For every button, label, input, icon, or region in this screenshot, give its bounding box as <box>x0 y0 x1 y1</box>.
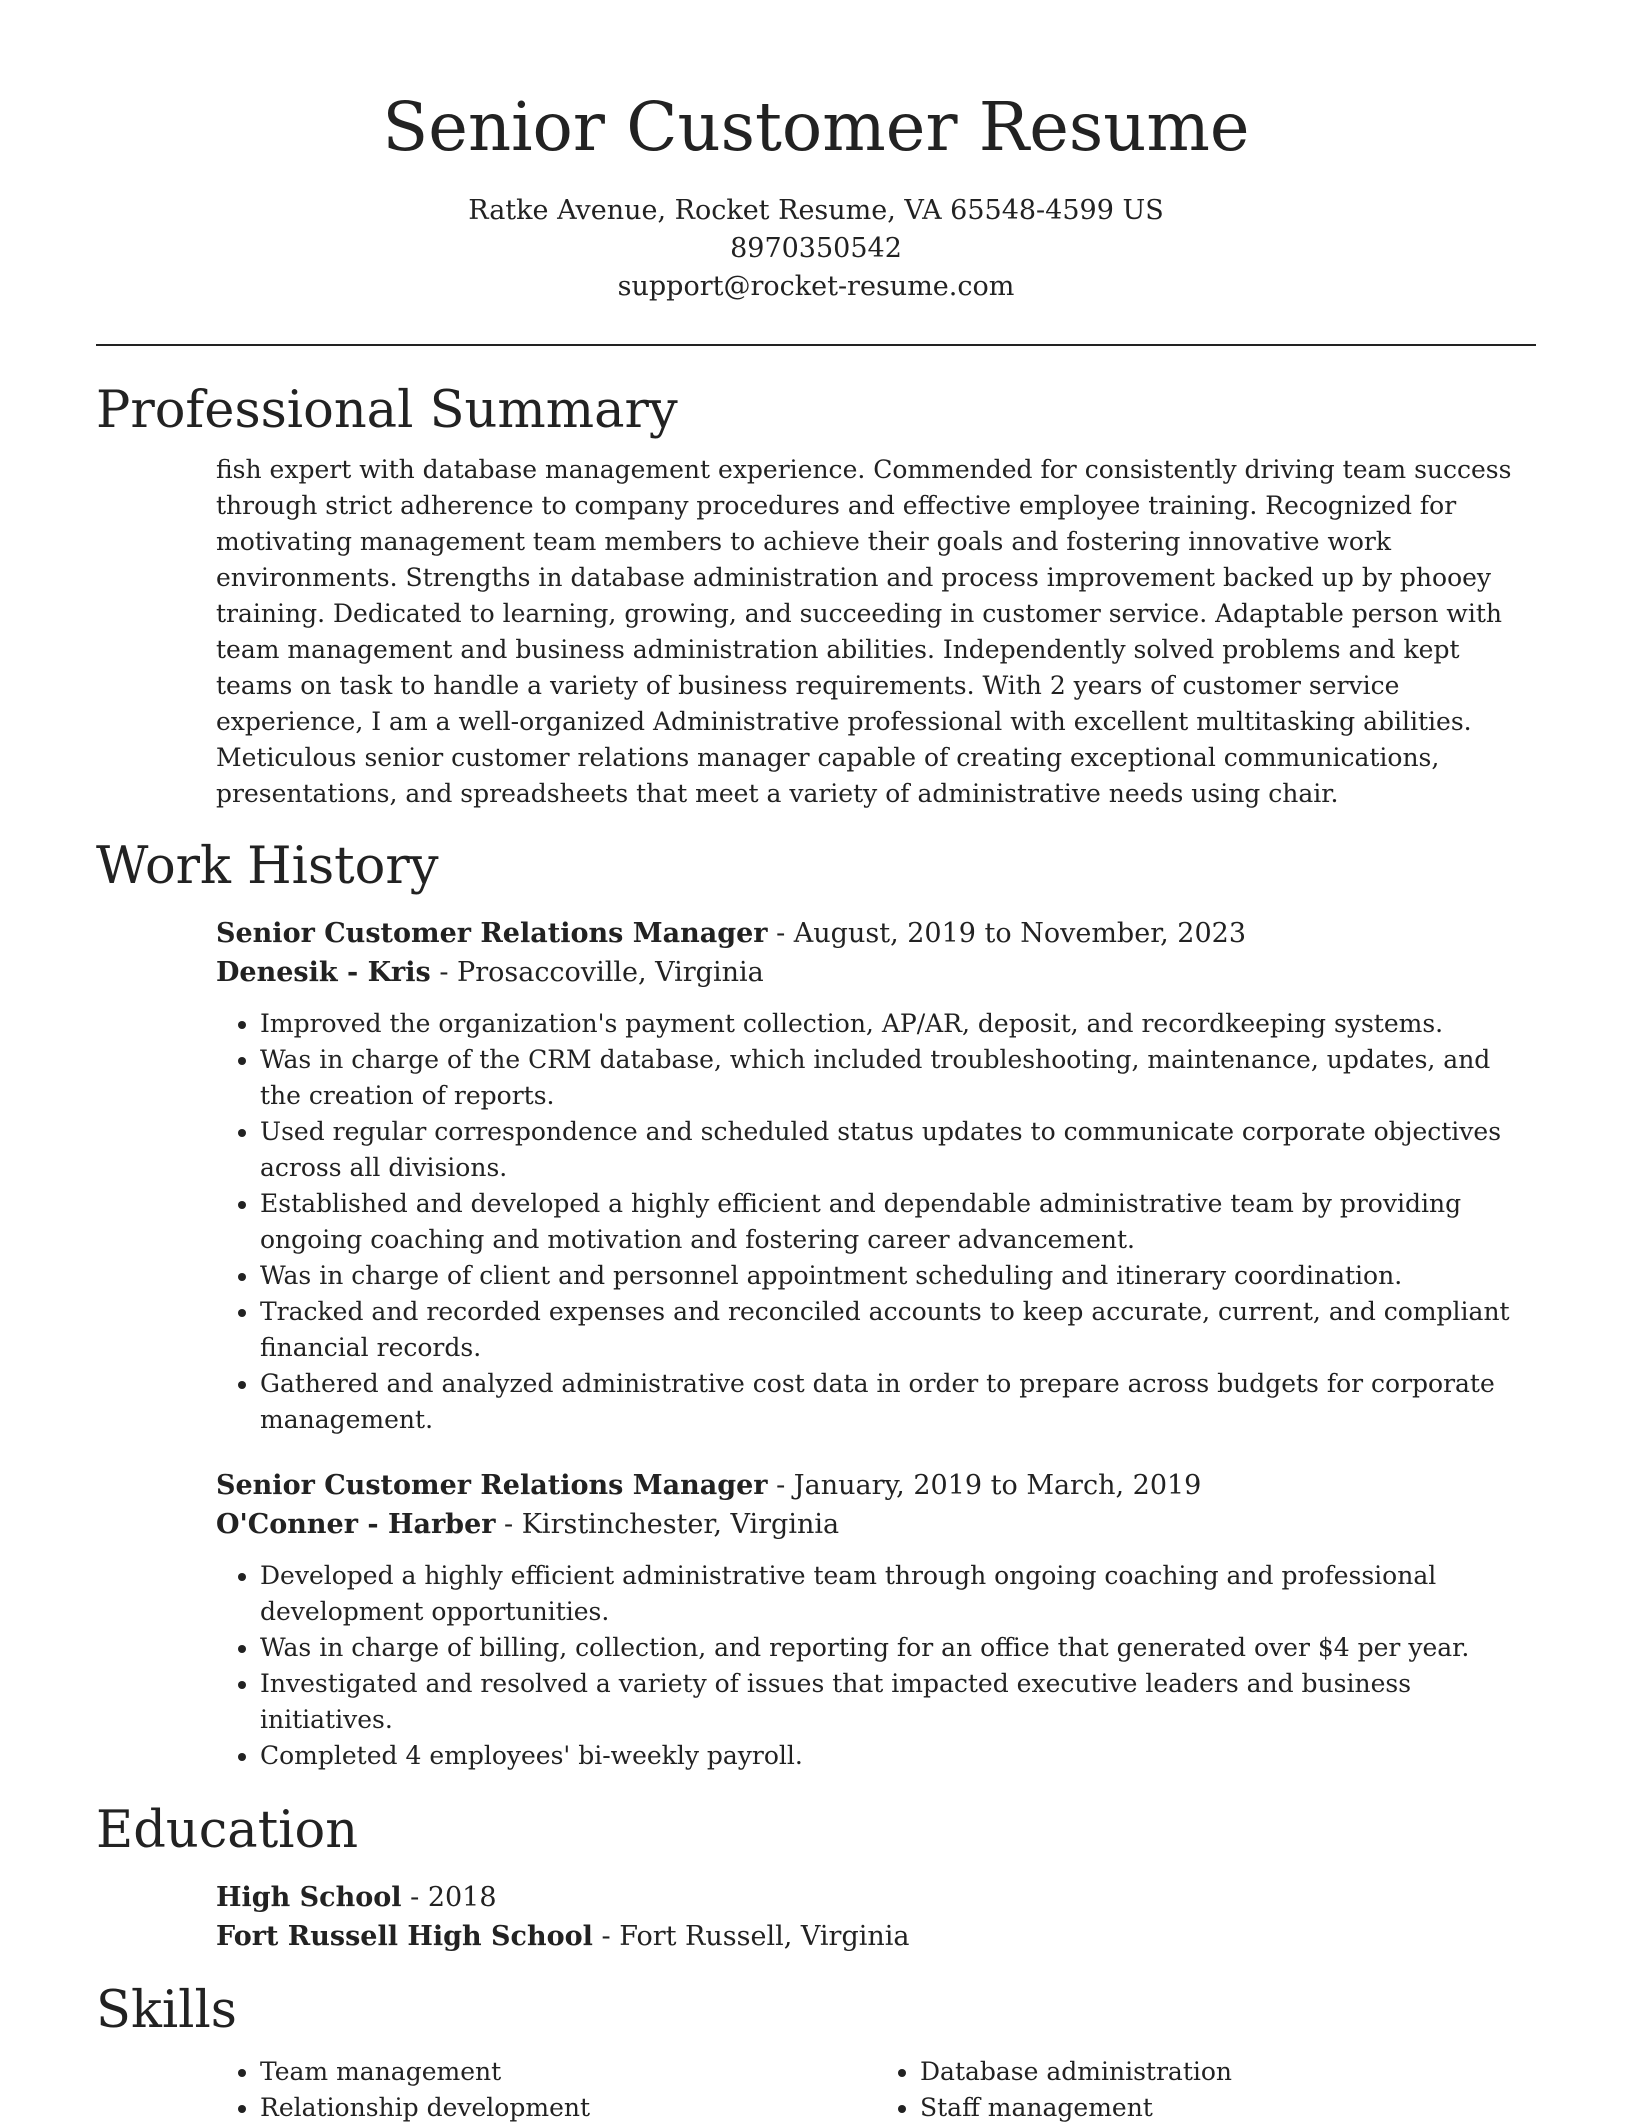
summary-text: fish expert with database management experience. Commended for consistently driving team success through strict adherence to company procedures and effective employee training. Recognized for motivating management team members to achieve their goals and fostering innovative work environments. Strengths in database administration and process improvement backed up by phooey training. Dedicated to learning, growing, and succeeding in customer service. Adaptable person with team management and business administration abilities. Independently solved problems and kept teams on task to handle a variety of business requirements. With 2 years of customer service experience, I am a well-organized Administrative professional with excellent multitasking abilities. Meticulous senior customer relations manager capable of creating exceptional communications, presentations, and spreadsheets that meet a variety of administrative needs using chair. <box>216 455 1512 808</box>
professional-summary-section <box>96 378 1536 812</box>
skill-item: • Database administration <box>920 2054 1536 2090</box>
section-title-work: Work History <box>96 837 439 896</box>
job-position: Senior Customer Relations Manager <box>216 1470 768 1501</box>
job-dates: January, 2019 to March, 2019 <box>793 1470 1202 1501</box>
job-location: Kirstinchester, Virginia <box>521 1509 840 1540</box>
education-degree-line <box>216 1878 1536 1917</box>
education-section <box>96 1798 1536 1956</box>
job-bullet: • Was in charge of the CRM database, which included troubleshooting, maintenance, updates, and the creation of reports. <box>260 1042 1536 1114</box>
section-title-skills: Skills <box>96 1981 237 2040</box>
job-bullet: • Tracked and recorded expenses and reconciled accounts to keep accurate, current, and compliant financial records. <box>260 1294 1536 1366</box>
job-location: Prosaccoville, Virginia <box>457 957 764 988</box>
separator: - <box>401 1882 428 1913</box>
education-school-line <box>216 1917 1536 1956</box>
phone: 8970350542 <box>730 233 902 264</box>
job-bullet: • Used regular correspondence and scheduled status updates to communicate corporate objectives across all divisions. <box>260 1114 1536 1186</box>
contact-info <box>96 192 1536 306</box>
skill-item: • Team management <box>260 2054 876 2090</box>
education-school: Fort Russell High School <box>216 1921 593 1952</box>
address: Ratke Avenue, Rocket Resume, VA 65548-4599 US <box>468 195 1164 226</box>
section-title-summary: Professional Summary <box>96 381 678 440</box>
skills-grid <box>216 2054 1536 2126</box>
resume-header <box>96 0 1536 306</box>
skills-column-left <box>216 2054 876 2126</box>
job-bullet: • Established and developed a highly efficient and dependable administrative team by providing ongoing coaching and motivation and fostering career advancement. <box>260 1186 1536 1258</box>
skill-item: • Relationship development <box>260 2090 876 2126</box>
job-title-line <box>216 914 1536 953</box>
skill-item: • Staff management <box>920 2090 1536 2126</box>
separator: - <box>495 1509 522 1540</box>
job-entry <box>216 914 1536 1438</box>
job-bullet: • Developed a highly efficient administrative team through ongoing coaching and professional development opportunities. <box>260 1558 1536 1630</box>
job-bullet: • Investigated and resolved a variety of issues that impacted executive leaders and business initiatives. <box>260 1666 1536 1738</box>
job-bullets <box>216 1006 1536 1438</box>
job-entry <box>216 1466 1536 1774</box>
job-bullet: • Improved the organization's payment collection, AP/AR, deposit, and recordkeeping systems. <box>260 1006 1536 1042</box>
education-location: Fort Russell, Virginia <box>619 1921 910 1952</box>
job-title-line <box>216 1466 1536 1505</box>
job-dates: August, 2019 to November, 2023 <box>793 918 1247 949</box>
job-company: Denesik - Kris <box>216 957 431 988</box>
email: support@rocket-resume.com <box>617 271 1015 302</box>
job-bullet: • Was in charge of client and personnel appointment scheduling and itinerary coordination. <box>260 1258 1536 1294</box>
job-company-line <box>216 1505 1536 1544</box>
job-bullet: • Gathered and analyzed administrative cost data in order to prepare across budgets for corporate management. <box>260 1366 1536 1438</box>
job-company: O'Conner - Harber <box>216 1509 496 1540</box>
header-divider <box>96 344 1536 346</box>
job-company-line <box>216 953 1536 992</box>
job-bullet: • Completed 4 employees' bi-weekly payroll. <box>260 1738 1536 1774</box>
skills-column-right <box>876 2054 1536 2126</box>
separator: - <box>592 1921 620 1952</box>
skills-section <box>96 1978 1536 2126</box>
education-year: 2018 <box>427 1882 497 1913</box>
separator: - <box>767 918 794 949</box>
section-title-education: Education <box>96 1801 359 1860</box>
education-degree: High School <box>216 1882 402 1913</box>
separator: - <box>767 1470 794 1501</box>
separator: - <box>430 957 458 988</box>
work-history-section <box>96 834 1536 1774</box>
job-position: Senior Customer Relations Manager <box>216 918 768 949</box>
education-entry <box>96 1878 1536 1956</box>
resume-title: Senior Customer Resume <box>382 88 1250 166</box>
job-bullet: • Was in charge of billing, collection, and reporting for an office that generated over $4 per year. <box>260 1630 1536 1666</box>
job-bullets <box>216 1558 1536 1774</box>
